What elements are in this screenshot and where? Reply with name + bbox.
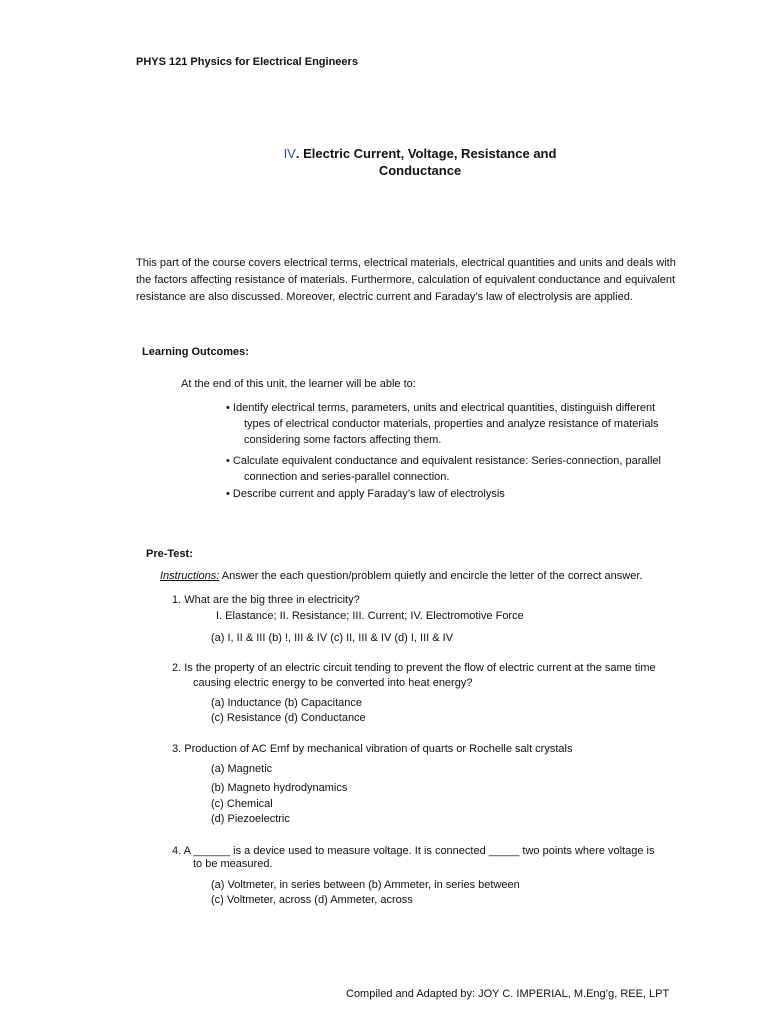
answer-option[interactable]: (a) Inductance (b) Capacitance	[211, 697, 363, 709]
question-4: 4. A ______ is a device used to measure voltage. It is connected _____ two points where voltage is	[172, 845, 655, 857]
unit-title-line1: . Electric Current, Voltage, Resistance and	[295, 146, 557, 161]
instructions-text: Answer the each question/problem quietly and encircle the letter of the correct answer.	[219, 570, 643, 582]
question-1-sub: I. Elastance; II. Resistance; III. Current; IV. Electromotive Force	[216, 610, 524, 622]
pretest-heading: Pre-Test:	[146, 548, 193, 560]
learning-outcomes-lead: At the end of this unit, the learner will be able to:	[181, 378, 416, 390]
course-header: PHYS 121 Physics for Electrical Engineers	[136, 56, 358, 68]
answer-option[interactable]: (b) Magneto hydrodynamics	[211, 782, 348, 794]
answer-option[interactable]: (c) Voltmeter, across (d) Ammeter, across	[211, 894, 413, 906]
answer-option[interactable]: (c) Chemical	[211, 798, 273, 810]
outcome-item	[226, 400, 686, 448]
learning-outcomes-heading: Learning Outcomes:	[142, 346, 249, 358]
outcome-line: • Calculate equivalent conductance and equivalent resistance: Series-connection, parallel	[226, 455, 661, 467]
question-3: 3. Production of AC Emf by mechanical vibration of quarts or Rochelle salt crystals	[172, 743, 573, 755]
answer-option[interactable]: (a) Magnetic	[211, 763, 273, 775]
outcome-item	[226, 453, 686, 485]
outcome-line: types of electrical conductor materials, properties and analyze resistance of materials	[244, 418, 659, 430]
answer-option[interactable]: (a) Voltmeter, in series between (b) Ammeter, in series between	[211, 879, 520, 891]
intro-paragraph: This part of the course covers electrical terms, electrical materials, electrical quantities and units and deals with the factors affecting resistance of materials. Furthermore, calculation of equivalent conductance and equivalent resistance are also discussed. Moreover, electric current and Faraday’s law of electrolysis are applied.	[136, 257, 676, 303]
question-2: 2. Is the property of an electric circuit tending to prevent the flow of electric current at the same time	[172, 662, 656, 674]
outcome-line: connection and series-parallel connection.	[244, 471, 450, 483]
pretest-instructions	[160, 570, 642, 582]
question-1: 1. What are the big three in electricity?	[172, 594, 360, 606]
answer-option[interactable]: (d) Piezoelectric	[211, 813, 290, 825]
answer-option[interactable]: (a) I, II & III (b) !, III & IV (c) II, III & IV (d) I, III & IV	[211, 632, 454, 644]
instructions-label: Instructions:	[160, 570, 220, 582]
outcome-line: considering some factors affecting them.	[244, 434, 442, 446]
answer-option[interactable]: (c) Resistance (d) Conductance	[211, 712, 366, 724]
outcome-item	[226, 486, 686, 502]
unit-title	[240, 145, 600, 179]
footer-credit: Compiled and Adapted by: JOY C. IMPERIAL, M.Eng’g, REE, LPT	[346, 988, 670, 1000]
unit-number: IV	[283, 146, 296, 161]
question-4-cont: to be measured.	[193, 858, 273, 870]
unit-title-line2: Conductance	[378, 163, 462, 178]
question-2-cont: causing electric energy to be converted into heat energy?	[193, 677, 473, 689]
outcome-line: • Describe current and apply Faraday’s law of electrolysis	[226, 488, 505, 500]
outcome-line: • Identify electrical terms, parameters, units and electrical quantities, distinguish different	[226, 402, 656, 414]
